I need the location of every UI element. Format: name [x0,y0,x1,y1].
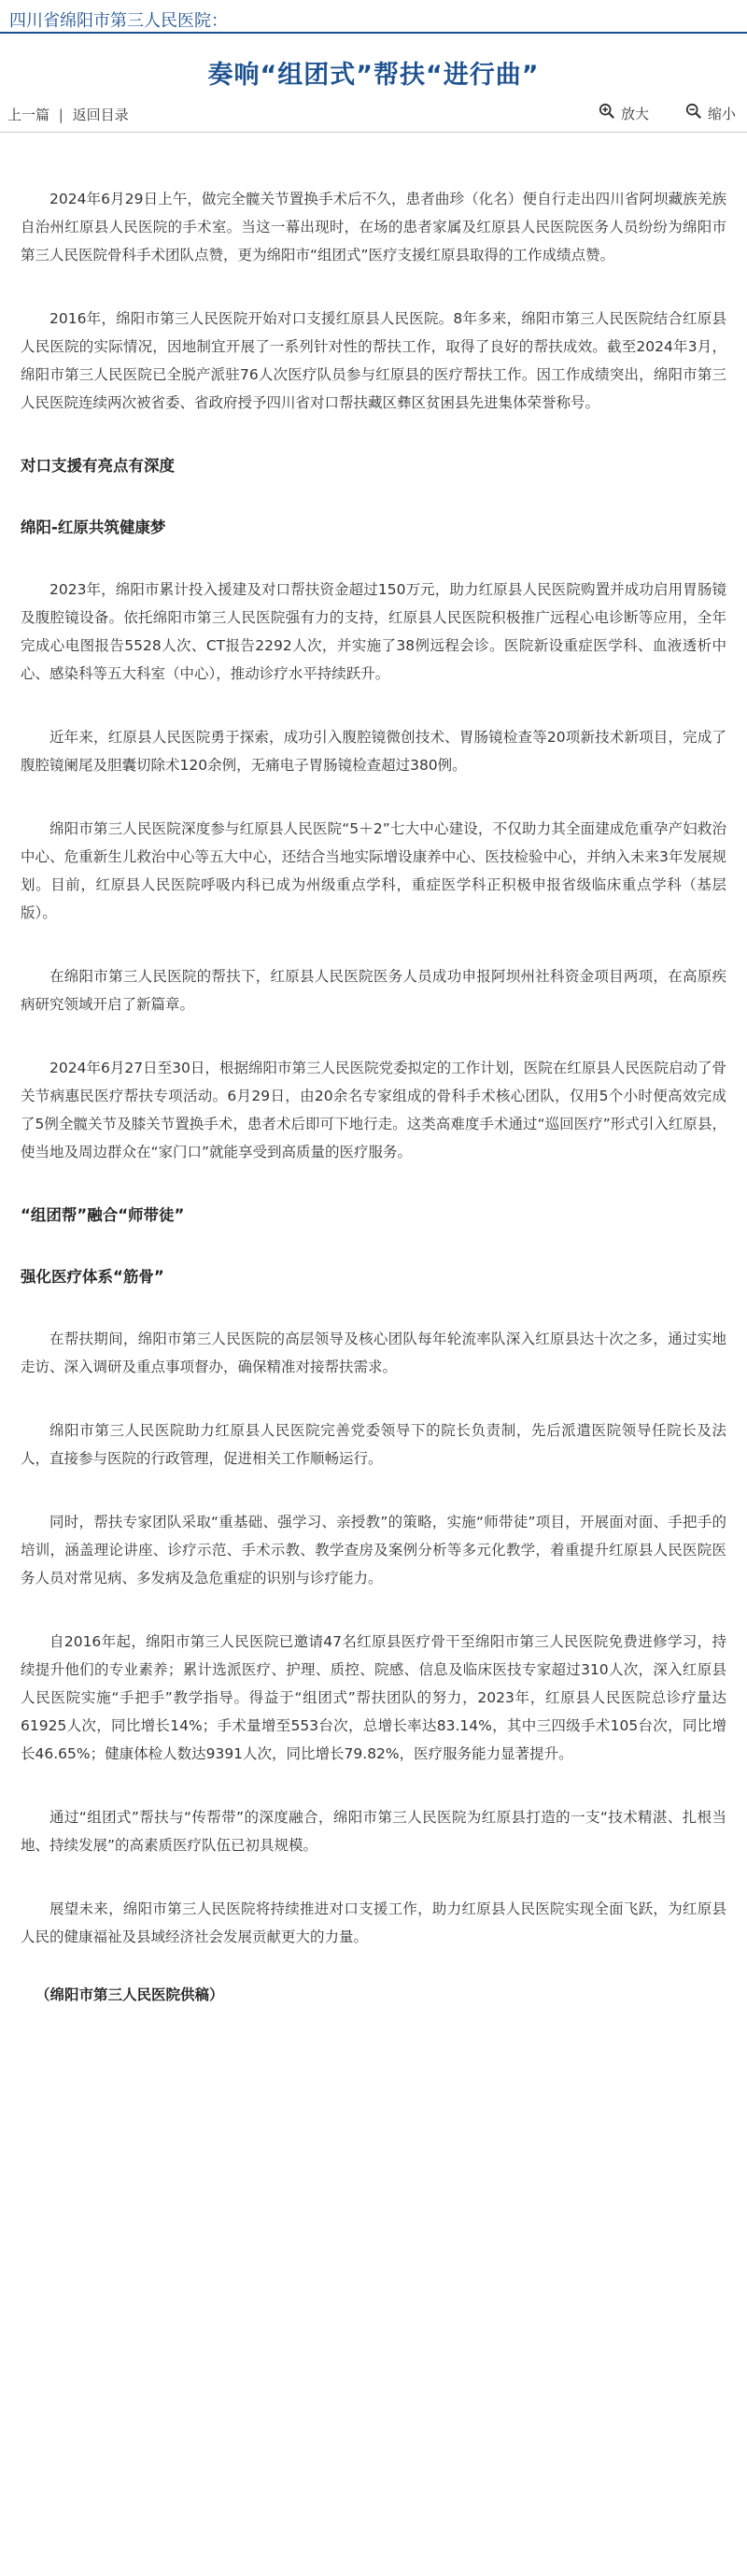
zoom-in-icon [599,103,615,123]
zoom-out-button[interactable] [685,103,736,123]
paragraph: 2016年，绵阳市第三人民医院开始对口支援红原县人民医院。8年多来，绵阳市第三人民医院结合红原县人民医院的实际情况，因地制宜开展了一系列针对性的帮扶工作，取得了良好的帮扶成效。截至2024年3月，绵阳市第三人民医院已全脱产派驻76人次医疗队员参与红原县的医疗帮扶工作。因工作成绩突出，绵阳市第三人民医院连续两次被省委、省政府授予四川省对口帮扶藏区彝区贫困县先进集体荣誉称号。 [21,310,726,411]
paragraph: 绵阳市第三人民医院深度参与红原县人民医院“5＋2”七大中心建设，不仅助力其全面建成危重孕产妇救治中心、危重新生儿救治中心等五大中心，还结合当地实际增设康养中心、医技检验中心，并纳入未来3年发展规划。目前，红原县人民医院呼吸内科已成为州级重点学科，重症医学科正积极申报省级临床重点学科（基层版）。 [21,820,726,921]
page-title: 奏响“组团式”帮扶“进行曲” [207,61,540,90]
subsection-heading: 绵阳-红原共筑健康梦 [21,519,166,536]
paragraph: 在绵阳市第三人民医院的帮扶下，红原县人民医院医务人员成功申报阿坝州社科资金项目两项，在高原疾病研究领域开启了新篇章。 [21,968,726,1013]
paragraph: 在帮扶期间，绵阳市第三人民医院的高层领导及核心团队每年轮流率队深入红原县达十次之多，通过实地走访、深入调研及重点事项督办，确保精准对接帮扶需求。 [21,1331,726,1375]
article-body [0,133,747,2009]
paragraph: 近年来，红原县人民医院勇于探索，成功引入腹腔镜微创技术、胃肠镜检查等20项新技术新项目，完成了腹腔镜阑尾及胆囊切除术120余例，无痛电子胃肠镜检查超过380例。 [21,729,726,774]
nav-links [7,105,129,124]
prev-article-link[interactable]: 上一篇 [7,107,50,123]
paragraph: 2024年6月29日上午，做完全髋关节置换手术后不久，患者曲珍（化名）便自行走出四川省阿坝藏族羌族自治州红原县人民医院的手术室。当这一幕出现时，在场的患者家属及红原县人民医院医务人员纷纷为绵阳市第三人民医院骨科手术团队点赞，更为绵阳市“组团式”医疗支援红原县取得的工作成绩点赞。 [21,191,726,263]
paragraph: 展望未来，绵阳市第三人民医院将持续推进对口支援工作，助力红原县人民医院实现全面飞跃，为红原县人民的健康福祉及县域经济社会发展贡献更大的力量。 [21,1900,726,1945]
paragraph: 2023年，绵阳市累计投入援建及对口帮扶资金超过150万元，助力红原县人民医院购置并成功启用胃肠镜及腹腔镜设备。依托绵阳市第三人民医院强有力的支持，红原县人民医院积极推广远程心电诊断等应用，全年完成心电图报告5528人次、CT报告2292人次，并实施了38例远程会诊。医院新设重症医学科、血液透析中心、感染科等五大科室（中心），推动诊疗水平持续跃升。 [21,581,726,682]
zoom-out-label: 缩小 [707,105,736,122]
article-source: （绵阳市第三人民医院供稿） [35,1986,224,2003]
section-heading: “组团帮”融合“师带徒” [21,1206,185,1224]
back-to-index-link[interactable]: 返回目录 [72,107,129,123]
paragraph: 2024年6月27日至30日，根据绵阳市第三人民医院党委拟定的工作计划，医院在红原县人民医院启动了骨关节病惠民医疗帮扶专项活动。6月29日，由20余名专家组成的骨科手术核心团队，仅用5个小时便高效完成了5例全髋关节及膝关节置换手术，患者术后即可下地行走。这类高难度手术通过“巡回医疗”形式引入红原县，使当地及周边群众在“家门口”就能享受到高质量的医疗服务。 [21,1060,726,1160]
zoom-in-button[interactable] [599,103,649,123]
subsection-heading: 强化医疗体系“筋骨” [21,1268,164,1286]
breadcrumb [0,0,747,34]
zoom-in-label: 放大 [620,105,649,122]
paragraph: 同时，帮扶专家团队采取“重基础、强学习、亲授教”的策略，实施“师带徒”项目，开展面对面、手把手的培训，涵盖理论讲座、诊疗示范、手术示教、教学查房及案例分析等多元化教学，着重提升红原县人民医院医务人员对常见病、多发病及急危重症的识别与诊疗能力。 [21,1514,726,1587]
nav-separator: | [58,107,63,123]
paragraph: 绵阳市第三人民医院助力红原县人民医院完善党委领导下的院长负责制，先后派遣医院领导任院长及法人，直接参与医院的行政管理，促进相关工作顺畅运行。 [21,1422,726,1467]
breadcrumb-text: 四川省绵阳市第三人民医院： [9,11,228,31]
paragraph: 自2016年起，绵阳市第三人民医院已邀请47名红原县医疗骨干至绵阳市第三人民医院免费进修学习，持续提升他们的专业素养；累计选派医疗、护理、质控、院感、信息及临床医技专家超过310人次，深入红原县人民医院实施“手把手”教学指导。得益于“组团式”帮扶团队的努力，2023年，红原县人民医院总诊疗量达61925人次，同比增长14%；手术量增至553台次，总增长率达83.14%，其中三四级手术105台次，同比增长46.65%；健康体检人数达9391人次，同比增长79.82%，医疗服务能力显著提升。 [21,1633,726,1762]
section-heading: 对口支援有亮点有深度 [21,457,175,475]
article-toolbar [0,97,747,133]
paragraph: 通过“组团式”帮扶与“传帮带”的深度融合，绵阳市第三人民医院为红原县打造的一支“技术精湛、扎根当地、持续发展”的高素质医疗队伍已初具规模。 [21,1809,726,1854]
zoom-out-icon [685,103,702,123]
